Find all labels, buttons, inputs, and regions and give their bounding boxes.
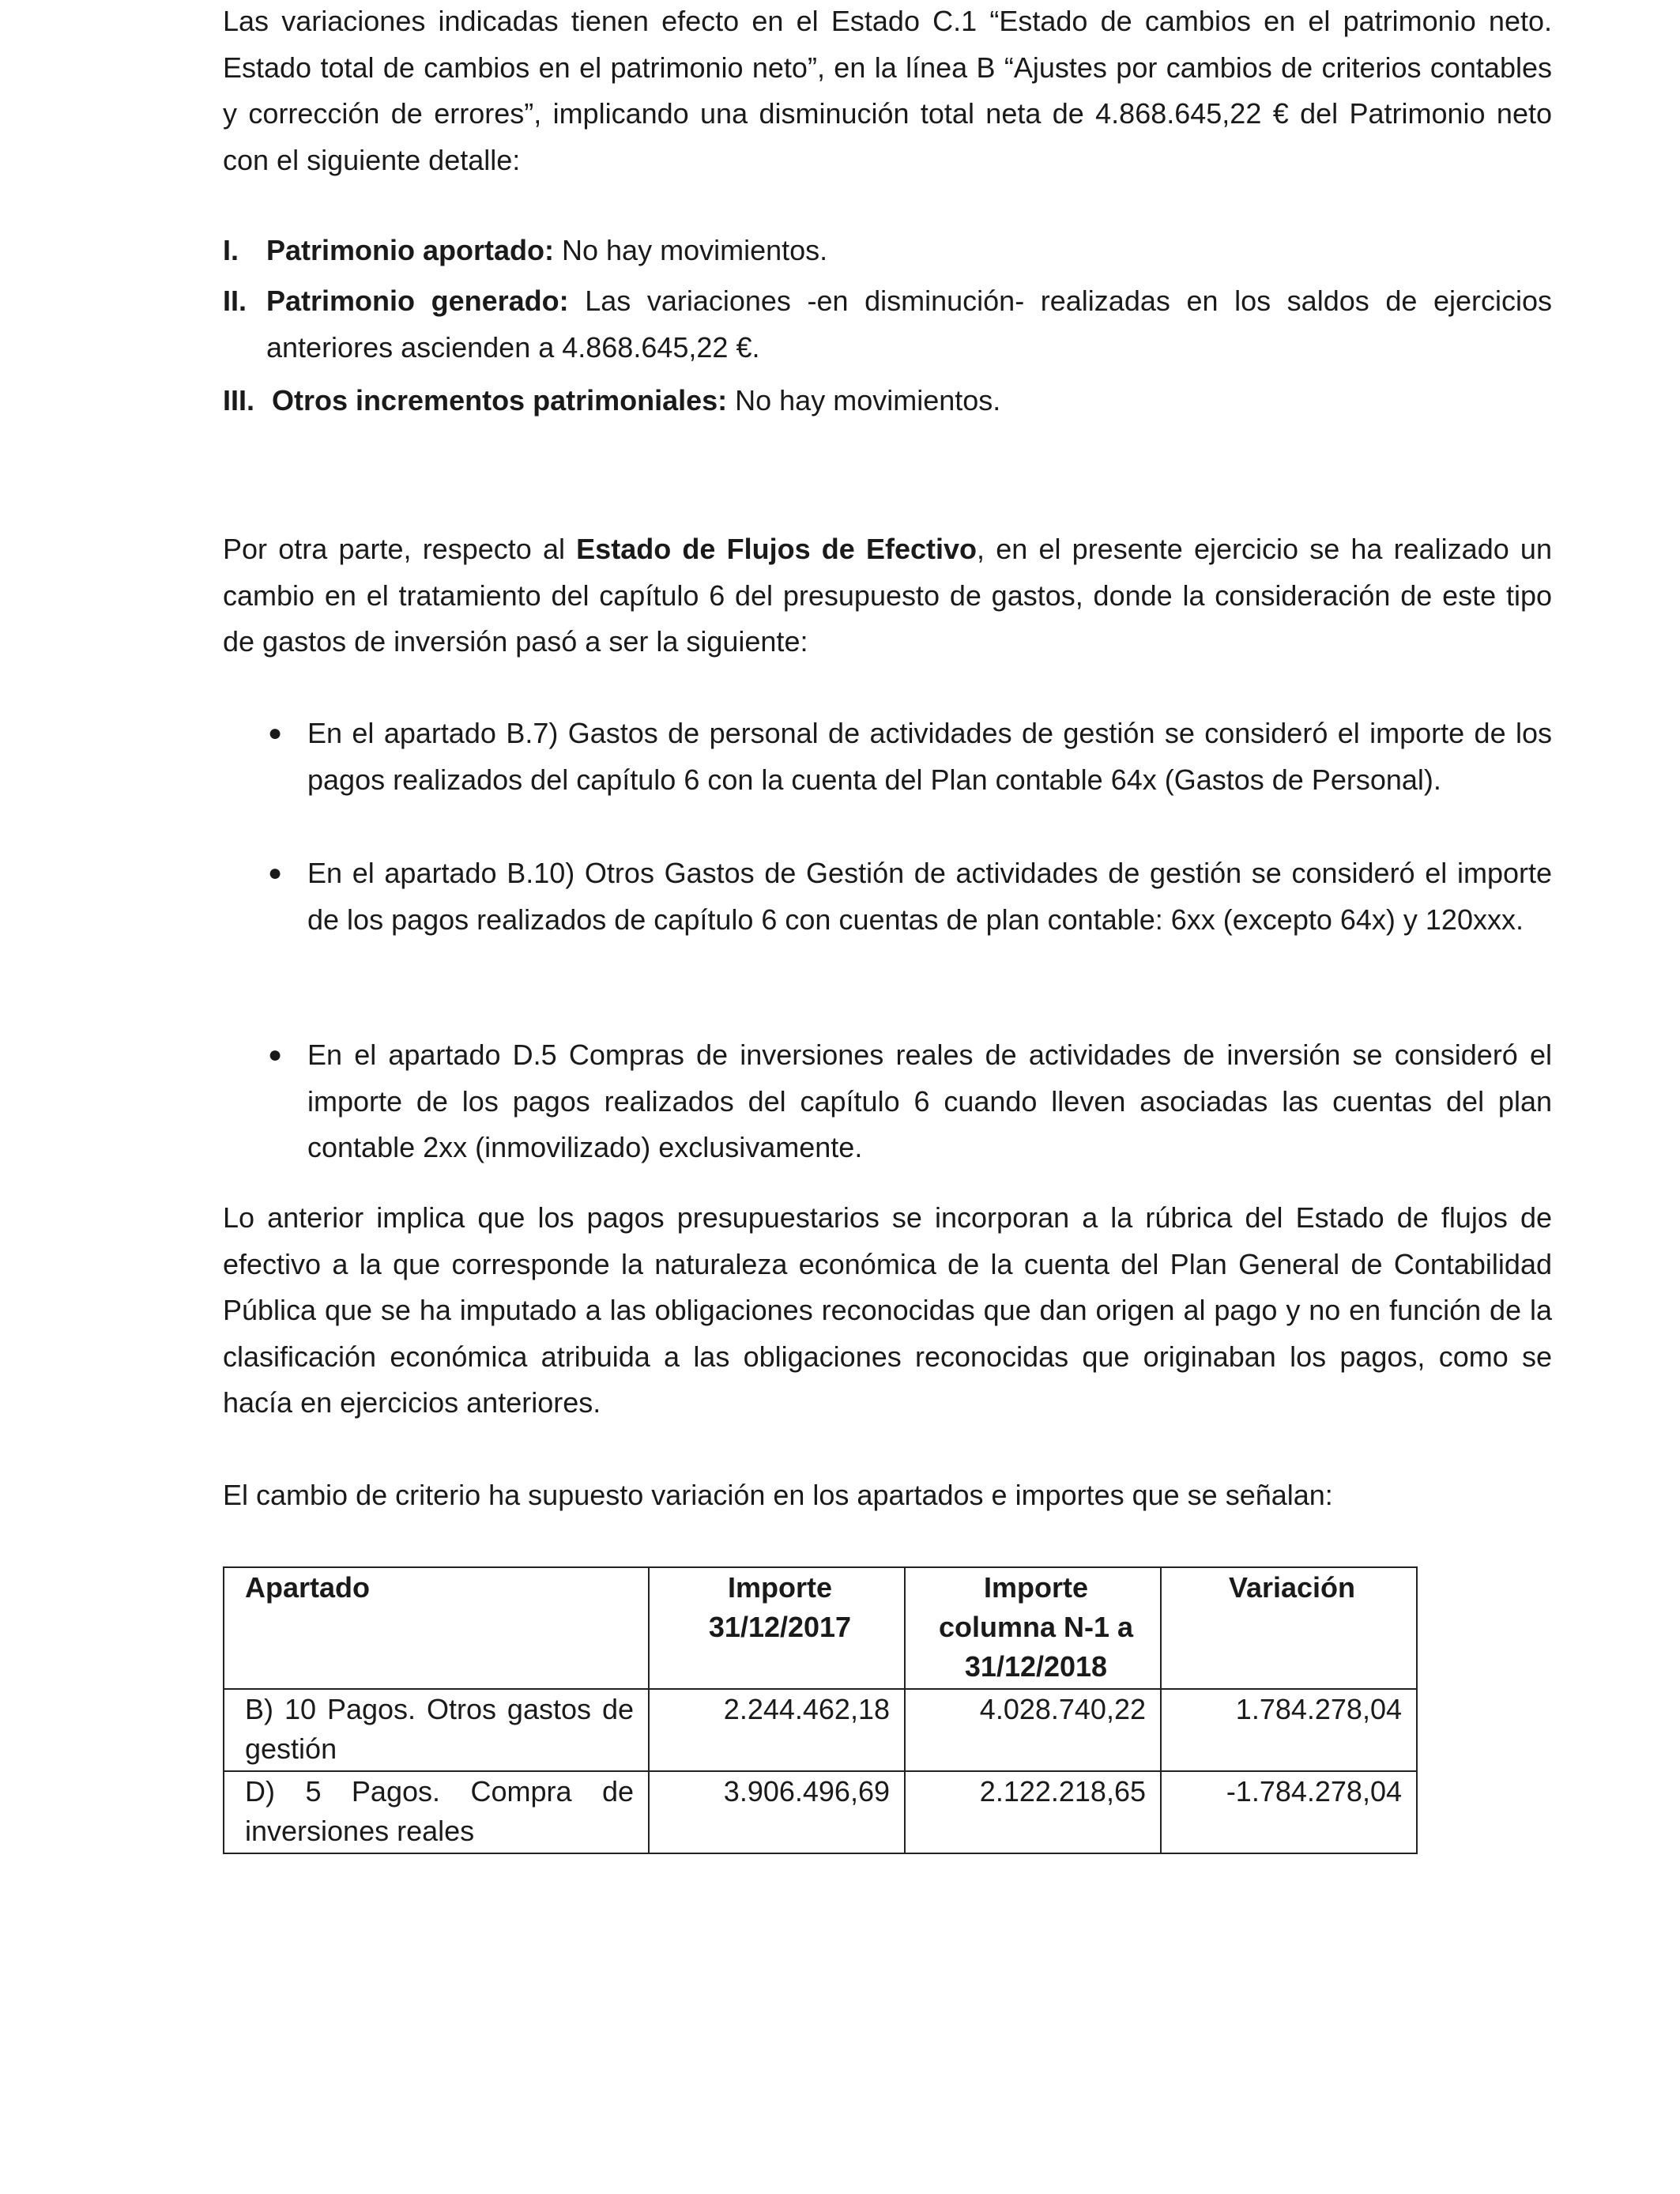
flujos-text-before: Por otra parte, respecto al <box>223 533 577 565</box>
column-header: Importe 31/12/2017 <box>649 1567 905 1689</box>
cambio-paragraph: El cambio de criterio ha supuesto variación en los apartados e importes que se señalan: <box>223 1479 1333 1511</box>
table-cell: -1.784.278,04 <box>1161 1771 1417 1853</box>
table-cell: 1.784.278,04 <box>1161 1689 1417 1771</box>
table-header-row <box>224 1567 1417 1689</box>
bullet-icon: ● <box>268 1042 283 1068</box>
roman-numeral: II. <box>223 285 247 317</box>
item-label: Otros incrementos patrimoniales: <box>272 384 728 417</box>
bullet-item <box>223 1032 1552 1171</box>
table-cell: 2.244.462,18 <box>649 1689 905 1771</box>
item-text: Las variaciones -en disminución- realizadas en los saldos de ejercicios anteriores ascienden a 4.868.645,22 €. <box>266 285 1552 364</box>
roman-numeral: III. <box>223 384 255 417</box>
table-cell: 2.122.218,65 <box>905 1771 1161 1853</box>
item-text: No hay movimientos. <box>727 384 1001 417</box>
column-header: Importe columna N-1 a 31/12/2018 <box>905 1567 1161 1689</box>
table-cell: B) 10 Pagos. Otros gastos de gestión <box>224 1689 649 1771</box>
table-row <box>224 1689 1417 1771</box>
otros-incrementos-item <box>223 378 1552 424</box>
column-header: Variación <box>1161 1567 1417 1689</box>
intro-paragraph: Las variaciones indicadas tienen efecto en el Estado C.1 “Estado de cambios en el patrimonio neto. Estado total de cambios en el patrimonio neto”, en la línea B “Ajustes por cambios de criterios contables y corrección de errores”, implicando una disminución total neta de 4.868.645,22 € del Patrimonio neto con el siguiente detalle: <box>223 5 1552 176</box>
patrimonio-aportado-item <box>223 228 1552 274</box>
item-label: Patrimonio generado: <box>266 285 569 317</box>
flujos-text-after: , en el presente ejercicio se ha realizado un cambio en el tratamiento del capítulo 6 del presupuesto de gastos, donde la consideración de este tipo de gastos de inversión pasó a ser la siguiente: <box>223 533 1552 658</box>
implica-paragraph: Lo anterior implica que los pagos presupuestarios se incorporan a la rúbrica del Estado de flujos de efectivo a la que corresponde la naturaleza económica de la cuenta del Plan General de Contabilidad Pública que se ha imputado a las obligaciones reconocidas que dan origen al pago y no en función de la clasificación económica atribuida a las obligaciones reconocidas que originaban los pagos, como se hacía en ejercicios anteriores. <box>223 1201 1552 1419</box>
item-text: No hay movimientos. <box>554 234 828 266</box>
flujos-bold-title: Estado de Flujos de Efectivo <box>576 533 977 565</box>
item-label: Patrimonio aportado: <box>266 234 555 266</box>
bullet-text: En el apartado B.7) Gastos de personal de actividades de gestión se consideró el importe de los pagos realizados del capítulo 6 con la cuenta del Plan contable 64x (Gastos de Personal). <box>307 717 1552 796</box>
bullet-item <box>223 711 1552 803</box>
column-header: Apartado <box>224 1567 649 1689</box>
bullet-icon: ● <box>268 860 283 886</box>
bullet-item <box>223 850 1552 943</box>
bullet-text: En el apartado B.10) Otros Gastos de Gestión de actividades de gestión se consideró el importe de los pagos realizados de capítulo 6 con cuentas de plan contable: 6xx (excepto 64x) y 120xxx. <box>307 857 1552 936</box>
roman-numeral: I. <box>223 234 239 266</box>
bullet-icon: ● <box>268 720 283 746</box>
patrimonio-generado-item <box>223 278 1552 371</box>
table-cell: 3.906.496,69 <box>649 1771 905 1853</box>
flujos-paragraph <box>223 526 1552 665</box>
table-row <box>224 1771 1417 1853</box>
table-cell: 4.028.740,22 <box>905 1689 1161 1771</box>
table-cell: D) 5 Pagos. Compra de inversiones reales <box>224 1771 649 1853</box>
variation-table <box>223 1566 1418 1854</box>
bullet-text: En el apartado D.5 Compras de inversiones reales de actividades de inversión se consideró el importe de los pagos realizados del capítulo 6 cuando lleven asociadas las cuentas del plan contable 2xx (inmovilizado) exclusivamente. <box>307 1039 1552 1163</box>
